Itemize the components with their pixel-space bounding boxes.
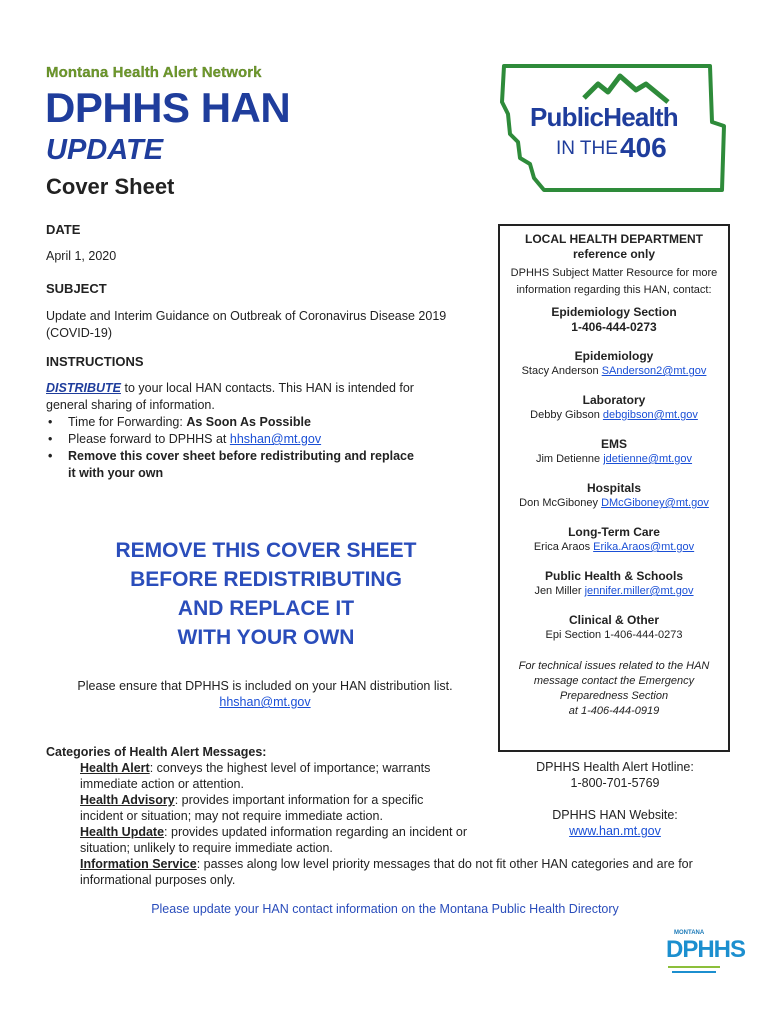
category-term: Health Alert	[80, 761, 150, 775]
instructions-label: INSTRUCTIONS	[46, 354, 144, 369]
han-website-link[interactable]: www.han.mt.gov	[569, 824, 661, 838]
contact-heading: Public Health & Schools	[544, 569, 684, 583]
footer-directory-note: Please update your HAN contact information on the Montana Public Health Directory	[151, 902, 619, 916]
network-name: Montana Health Alert Network	[46, 64, 262, 81]
ensure-distribution-note	[58, 678, 472, 710]
cover-sheet-title: Cover Sheet	[46, 174, 175, 199]
date-value: April 1, 2020	[46, 249, 117, 263]
category-term: Health Update	[80, 825, 165, 839]
contact-name: Don McGiboney	[519, 497, 602, 509]
website-label: DPHHS HAN Website:	[552, 808, 678, 822]
dphhs-logo	[664, 930, 746, 978]
tech-support-line: Preparedness Section	[559, 690, 669, 702]
forwarding-value: As Soon As Possible	[186, 415, 311, 429]
contact-name: Jim Detienne	[535, 453, 604, 465]
contact-line	[500, 364, 728, 379]
contact-name: Erica Araos	[533, 541, 594, 553]
dphhs-logo-underline	[668, 966, 720, 968]
contact-email-link[interactable]: DMcGiboney@mt.gov	[601, 497, 709, 509]
category-text: : provides updated information regarding an incident or situation; unlikely to require immediate action.	[80, 825, 468, 855]
date-label: DATE	[46, 222, 81, 237]
contact-email-link[interactable]: jdetienne@mt.gov	[603, 453, 693, 465]
category-term: Information Service	[80, 857, 197, 871]
category-text: : provides important information for a specific incident or situation; may not require immediate action.	[80, 793, 424, 823]
category-information-service	[46, 856, 720, 888]
box-title: LOCAL HEALTH DEPARTMENT	[525, 232, 703, 246]
logo-in-the-text: IN THE	[556, 138, 618, 159]
document-title: DPHHS HAN	[45, 84, 291, 131]
forward-text: Please forward to DPHHS at	[68, 432, 230, 446]
distribute-paragraph	[46, 380, 422, 414]
public-health-406-logo	[498, 62, 730, 194]
logo-406-text: 406	[620, 132, 667, 163]
contact-line	[500, 408, 728, 423]
contact-name: Stacy Anderson	[521, 365, 602, 377]
hotline-info	[510, 759, 720, 839]
dphhs-logo-top: MONTANA	[674, 930, 705, 936]
ensure-email-link[interactable]: hhshan@mt.gov	[219, 695, 311, 709]
hotline-phone: 1-800-701-5769	[570, 776, 660, 790]
list-item	[68, 431, 422, 448]
contact-heading: Laboratory	[582, 393, 646, 407]
contact-line	[500, 452, 728, 467]
contact-heading: Long-Term Care	[568, 525, 660, 539]
contact-email-link[interactable]: SAnderson2@mt.gov	[601, 365, 707, 377]
forwarding-label: Time for Forwarding:	[68, 415, 187, 429]
contact-heading: Epidemiology	[574, 349, 654, 363]
remove-notice-line: AND REPLACE IT	[177, 597, 355, 620]
category-term: Health Advisory	[80, 793, 175, 807]
contact-list	[500, 226, 728, 719]
dphhs-logo-underline	[672, 971, 716, 973]
remove-cover-sheet-notice	[100, 536, 432, 652]
local-health-department-box	[498, 224, 730, 752]
hotline-label: DPHHS Health Alert Hotline:	[536, 760, 694, 774]
box-intro: DPHHS Subject Matter Resource for more information regarding this HAN, contact:	[510, 267, 718, 296]
category-text: : conveys the highest level of importance; warrants immediate action or attention.	[80, 761, 431, 791]
epi-section-phone: 1-406-444-0273	[571, 320, 657, 334]
contact-line	[500, 496, 728, 511]
remove-notice-line: REMOVE THIS COVER SHEET	[115, 539, 417, 562]
contact-line	[500, 584, 728, 599]
category-text: : passes along low level priority messages that do not fit other HAN categories and are for informational purposes only.	[80, 857, 693, 887]
list-item	[68, 414, 422, 431]
category-health-advisory	[46, 792, 450, 824]
distribute-keyword: DISTRIBUTE	[46, 381, 121, 395]
instructions-list	[46, 414, 422, 482]
distribute-text: to your local HAN contacts. This HAN is intended for general sharing of information.	[46, 381, 414, 412]
dphhs-logo-main: DPHHS	[666, 936, 746, 963]
contact-heading: Hospitals	[586, 481, 641, 495]
contact-email-link[interactable]: debgibson@mt.gov	[602, 409, 698, 421]
contact-line: Epi Section 1-406-444-0273	[545, 629, 683, 641]
epi-section-heading: Epidemiology Section	[551, 305, 677, 319]
category-health-update	[46, 824, 480, 856]
contact-email-link[interactable]: jennifer.miller@mt.gov	[584, 585, 694, 597]
subject-label: SUBJECT	[46, 281, 107, 296]
box-subtitle: reference only	[572, 247, 656, 261]
contact-heading: EMS	[600, 437, 627, 451]
logo-public-health-text: PublicHealth	[530, 102, 678, 132]
categories-heading: Categories of Health Alert Messages:	[46, 745, 267, 759]
list-item: • Remove this cover sheet before redistributing and replace it with your own	[68, 448, 422, 482]
contact-line	[500, 540, 728, 555]
tech-support-line: at 1-406-444-0919	[568, 705, 660, 717]
alert-type: UPDATE	[46, 134, 164, 166]
contact-name: Debby Gibson	[530, 409, 603, 421]
contact-email-link[interactable]: Erika.Araos@mt.gov	[593, 541, 695, 553]
contact-name: Jen Miller	[534, 585, 585, 597]
instructions-body	[46, 380, 422, 482]
remove-notice-line: BEFORE REDISTRIBUTING	[130, 568, 402, 591]
hhshan-email-link[interactable]: hhshan@mt.gov	[229, 432, 322, 446]
remove-notice-line: WITH YOUR OWN	[177, 626, 355, 649]
category-health-alert	[46, 760, 470, 792]
tech-support-line: message contact the Emergency	[533, 675, 695, 687]
contact-heading: Clinical & Other	[568, 613, 660, 627]
ensure-text: Please ensure that DPHHS is included on your HAN distribution list.	[77, 679, 453, 693]
tech-support-line: For technical issues related to the HAN	[518, 660, 710, 672]
subject-value: Update and Interim Guidance on Outbreak of Coronavirus Disease 2019 (COVID-19)	[46, 309, 447, 340]
